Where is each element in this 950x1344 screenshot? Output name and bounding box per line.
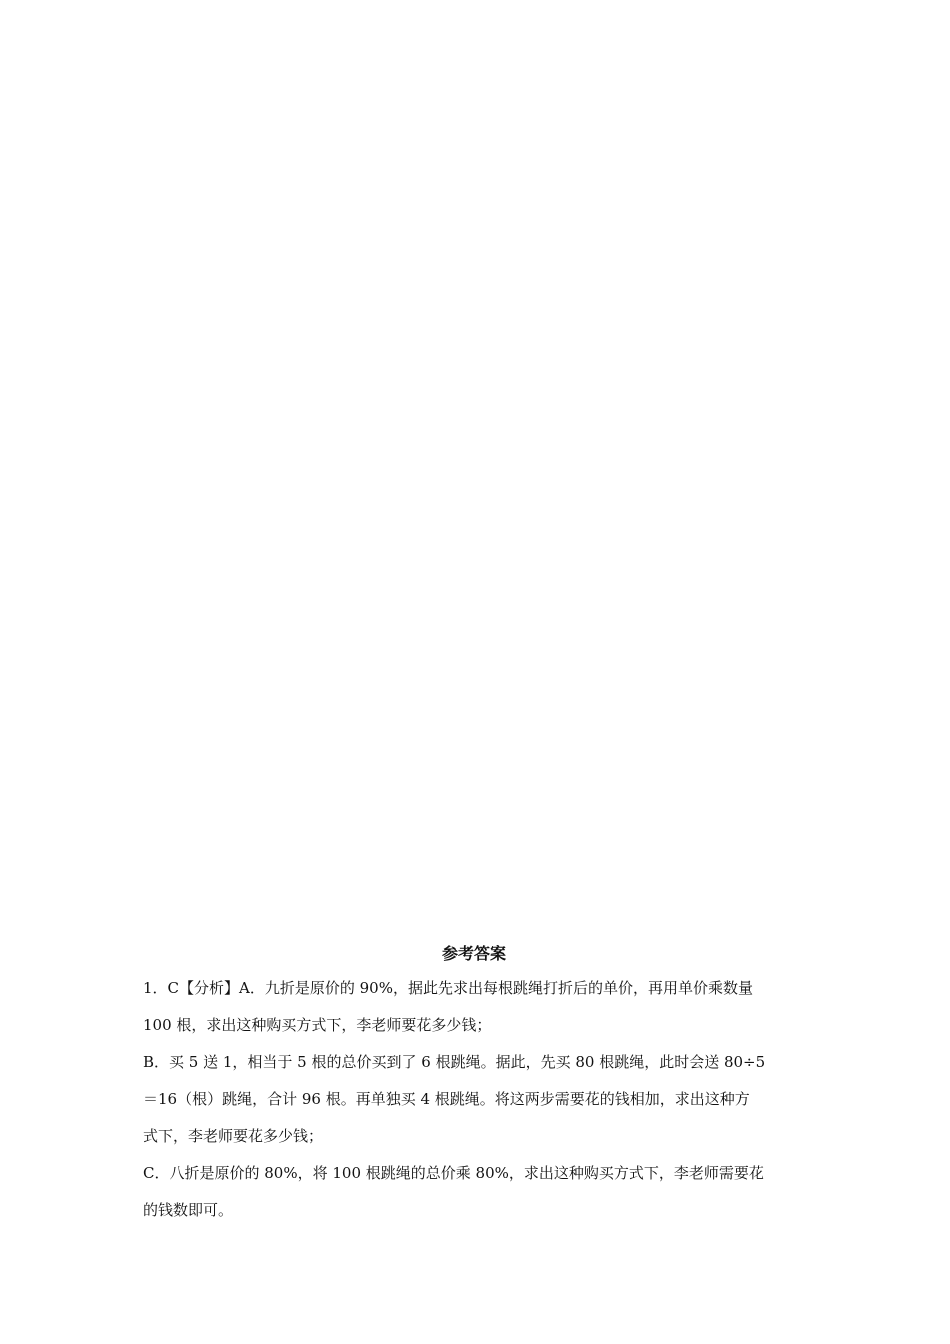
paragraph-line: C．八折是原价的 80%，将 100 根跳绳的总价乘 80%，求出这种购买方式下，李老师需要花: [143, 1164, 764, 1182]
paragraph-line: 式下，李老师要花多少钱；: [143, 1127, 324, 1145]
paragraph-line: 100 根，求出这种购买方式下，李老师要花多少钱；: [143, 1016, 492, 1034]
answer-paragraph-b: [143, 1044, 805, 1155]
answer-section: [143, 940, 805, 1229]
section-title: 参考答案: [441, 944, 506, 963]
paragraph-line: 的钱数即可。: [143, 1201, 234, 1219]
answer-paragraph-a: [143, 970, 805, 1044]
answer-paragraph-c: [143, 1155, 805, 1229]
paragraph-line: B．买 5 送 1，相当于 5 根的总价买到了 6 根跳绳。据此，先买 80 根跳绳，此时会送 80÷5: [143, 1053, 766, 1071]
paragraph-line: ＝16（根）跳绳，合计 96 根。再单独买 4 根跳绳。将这两步需要花的钱相加，求出这种方: [143, 1090, 750, 1108]
paragraph-line: 1．C【分析】A．九折是原价的 90%，据此先求出每根跳绳打折后的单价，再用单价乘数量: [143, 979, 753, 997]
